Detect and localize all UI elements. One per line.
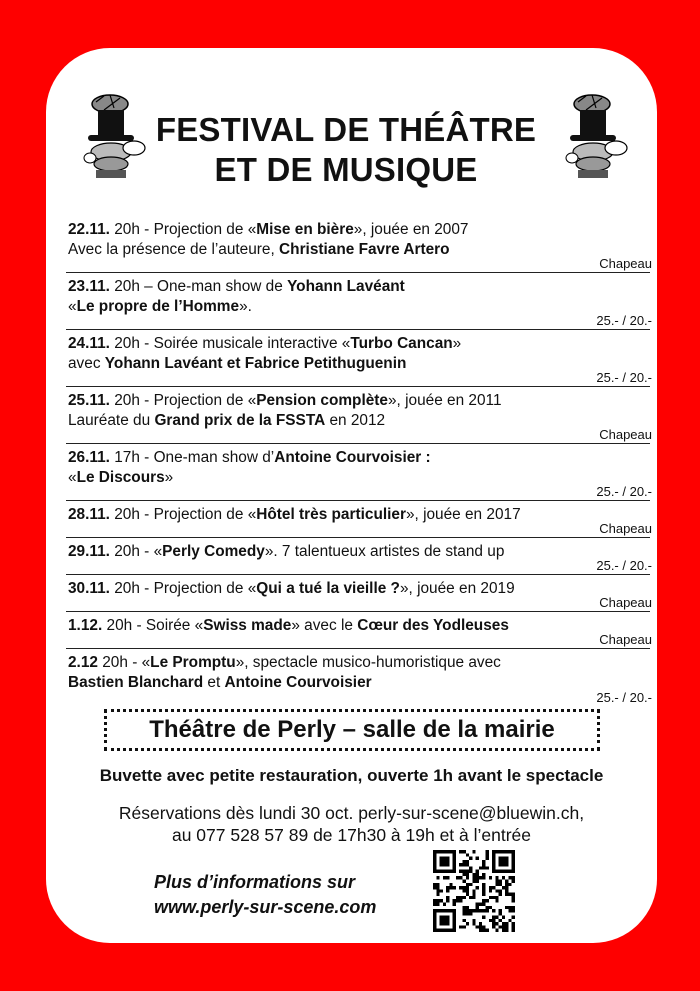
event-price: 25.- / 20.-: [596, 313, 652, 328]
website-link[interactable]: www.perly-sur-scene.com: [154, 897, 377, 917]
event-line-1: [68, 448, 570, 468]
reservations-line-2: au 077 528 57 89 de 17h30 à 19h et à l’entrée: [171, 825, 532, 845]
event-highlight: 23.11.: [68, 278, 110, 295]
event-text: «: [68, 298, 77, 315]
event-row: [66, 538, 650, 575]
event-text: 20h – One-man show de: [109, 278, 288, 295]
event-row: [66, 501, 650, 538]
event-line-1: [68, 277, 570, 297]
buvette-text: Buvette avec petite restauration, ouverte 1h avant le spectacle: [99, 766, 604, 785]
event-row: [66, 612, 650, 649]
reservations-info: [46, 802, 657, 846]
event-price: Chapeau: [599, 632, 652, 647]
event-text: 20h - Projection de «: [109, 506, 257, 523]
event-text: 20h - «: [109, 543, 163, 560]
more-info: [154, 870, 376, 920]
event-highlight: Perly Comedy: [162, 543, 265, 560]
event-highlight: Antoine Courvoisier :: [274, 449, 431, 466]
event-highlight: 26.11.: [68, 449, 110, 466]
event-text: 20h - Projection de «: [109, 580, 257, 597]
event-highlight: Yohann Lavéant et Fabrice Petithuguenin: [104, 355, 407, 372]
event-line-1: [68, 579, 570, 599]
event-price: 25.- / 20.-: [596, 690, 652, 705]
event-text: », jouée en 2011: [387, 392, 502, 409]
event-price: 25.- / 20.-: [596, 558, 652, 573]
event-text: avec: [68, 355, 105, 372]
event-price: 25.- / 20.-: [596, 370, 652, 385]
page-title: [136, 110, 556, 190]
event-highlight: Yohann Lavéant: [287, 278, 405, 295]
event-text: et: [203, 674, 225, 691]
poster-card: [46, 48, 657, 943]
event-text: »: [452, 335, 462, 352]
event-text: 20h - Projection de «: [109, 392, 257, 409]
event-highlight: Turbo Cancan: [350, 335, 453, 352]
event-highlight: Le Discours: [76, 469, 165, 486]
event-line-2: [68, 297, 570, 317]
event-highlight: 30.11.: [68, 580, 110, 597]
event-text: », spectacle musico-humoristique avec: [235, 654, 501, 671]
event-highlight: Christiane Favre Artero: [279, 241, 450, 258]
event-row: [66, 387, 650, 444]
event-line-1: [68, 334, 570, 354]
title-line-1: FESTIVAL DE THÉÂTRE: [155, 111, 537, 148]
event-row: [66, 216, 650, 273]
event-row: [66, 330, 650, 387]
event-highlight: 28.11.: [68, 506, 110, 523]
event-price: Chapeau: [599, 427, 652, 442]
event-highlight: 22.11.: [68, 221, 110, 238]
event-highlight: 25.11.: [68, 392, 110, 409]
event-text: en 2012: [325, 412, 386, 429]
event-text: 20h - Soirée «: [102, 617, 204, 634]
event-row: [66, 444, 650, 501]
event-text: Lauréate du: [68, 412, 155, 429]
event-highlight: 29.11.: [68, 543, 110, 560]
event-highlight: Le Promptu: [150, 654, 236, 671]
event-price: Chapeau: [599, 256, 652, 271]
venue-box: [104, 709, 600, 751]
event-text: 17h - One-man show d’: [109, 449, 275, 466]
event-text: «: [68, 469, 77, 486]
event-highlight: Pension complète: [256, 392, 388, 409]
event-line-1: [68, 616, 570, 636]
event-highlight: Grand prix de la FSSTA: [154, 412, 326, 429]
event-text: » avec le: [291, 617, 358, 634]
event-line-2: [68, 468, 570, 488]
venue-label: Théâtre de Perly – salle de la mairie: [149, 716, 555, 743]
event-line-1: [68, 542, 570, 562]
event-line-2: [68, 673, 570, 693]
event-highlight: Bastien Blanchard: [68, 674, 204, 691]
event-text: », jouée en 2007: [353, 221, 469, 238]
event-highlight: Qui a tué la vieille ?: [256, 580, 400, 597]
top-hat-mascot-icon: [566, 95, 627, 178]
event-text: »: [164, 469, 174, 486]
qr-code-icon[interactable]: [433, 850, 515, 932]
event-price: Chapeau: [599, 595, 652, 610]
event-highlight: Le propre de l’Homme: [76, 298, 240, 315]
event-text: 20h - «: [97, 654, 151, 671]
event-text: ».: [239, 298, 252, 315]
event-highlight: Cœur des Yodleuses: [357, 617, 509, 634]
event-highlight: 1.12.: [68, 617, 103, 634]
event-highlight: Antoine Courvoisier: [224, 674, 372, 691]
event-line-2: [68, 411, 570, 431]
event-row: [66, 649, 650, 706]
event-text: », jouée en 2017: [405, 506, 521, 523]
event-line-1: [68, 505, 570, 525]
event-line-1: [68, 653, 570, 673]
event-text: ». 7 talentueux artistes de stand up: [264, 543, 505, 560]
event-highlight: 2.12: [68, 654, 98, 671]
event-highlight: Mise en bière: [256, 221, 354, 238]
title-line-2: ET DE MUSIQUE: [214, 151, 478, 188]
event-price: 25.- / 20.-: [596, 484, 652, 499]
events-list: [66, 216, 650, 706]
event-line-1: [68, 391, 570, 411]
event-row: [66, 273, 650, 330]
reservations-line-1: Réservations dès lundi 30 oct. perly-sur-scene@bluewin.ch,: [118, 803, 585, 823]
event-highlight: Swiss made: [203, 617, 292, 634]
event-line-2: [68, 354, 570, 374]
more-info-line-1: Plus d’informations sur: [154, 872, 356, 892]
event-highlight: 24.11.: [68, 335, 110, 352]
event-line-1: [68, 220, 570, 240]
event-line-2: [68, 240, 570, 260]
event-highlight: Hôtel très particulier: [256, 506, 406, 523]
perly-sur-scene-logo-right: [556, 90, 634, 202]
event-text: 20h - Projection de «: [109, 221, 257, 238]
event-text: 20h - Soirée musicale interactive «: [109, 335, 351, 352]
event-row: [66, 575, 650, 612]
event-text: Avec la présence de l’auteure,: [68, 241, 280, 258]
event-text: », jouée en 2019: [399, 580, 515, 597]
event-price: Chapeau: [599, 521, 652, 536]
